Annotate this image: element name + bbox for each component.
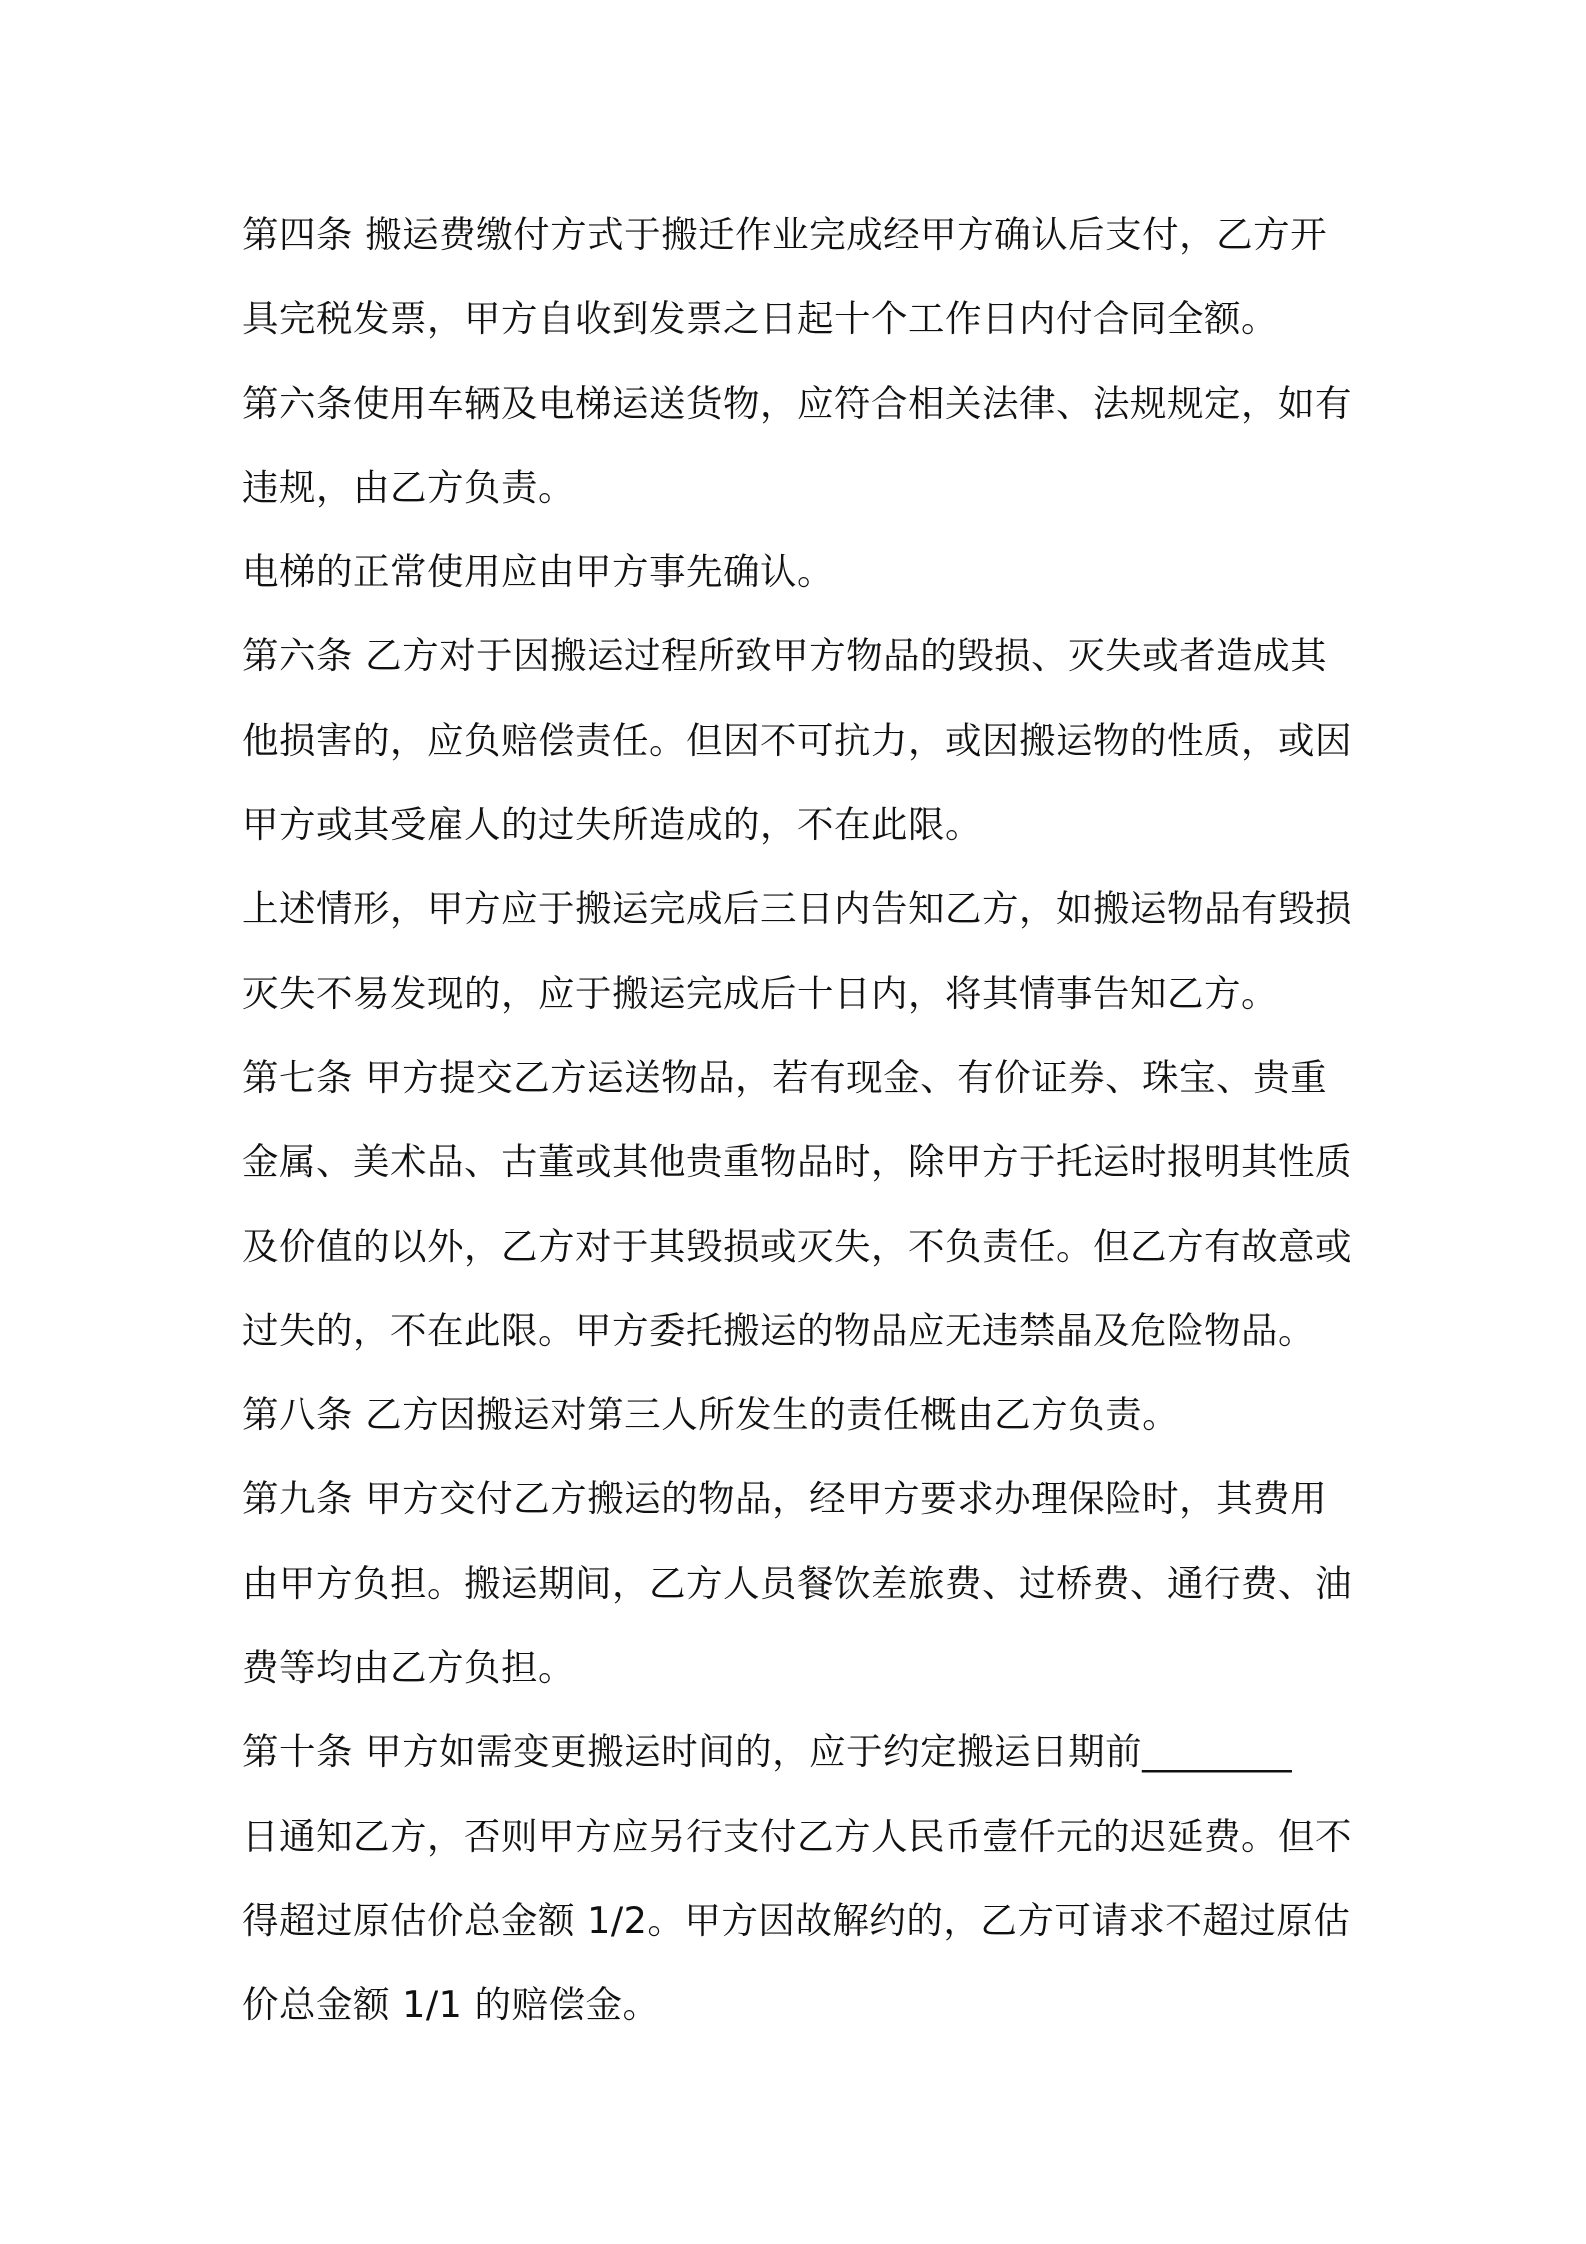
text-line: 第六条使用车辆及电梯运送货物，应符合相关法律、法规规定，如有 [242, 381, 1352, 425]
text-line: 第七条 甲方提交乙方运送物品，若有现金、有价证券、珠宝、贵重 [242, 1055, 1328, 1099]
text-line: 违规，由乙方负责。 [242, 465, 575, 509]
text-line: 他损害的，应负赔偿责任。但因不可抗力，或因搬运物的性质，或因 [242, 718, 1352, 762]
text-line: 第九条 甲方交付乙方搬运的物品，经甲方要求办理保险时，其费用 [242, 1477, 1328, 1521]
text-line: 第十条 甲方如需变更搬运时间的，应于约定搬运日期前________ [242, 1730, 1293, 1774]
text-line: 灭失不易发现的，应于搬运完成后十日内，将其情事告知乙方。 [242, 971, 1278, 1015]
text-line: 甲方或其受雇人的过失所造成的，不在此限。 [242, 803, 982, 847]
text-line: 第六条 乙方对于因搬运过程所致甲方物品的毁损、灭失或者造成其 [242, 634, 1328, 678]
text-line: 得超过原估价总金额 1/2。甲方因故解约的，乙方可请求不超过原估 [242, 1898, 1351, 1942]
contract-text-body [242, 193, 1362, 2048]
text-line: 及价值的以外，乙方对于其毁损或灭失，不负责任。但乙方有故意或 [242, 1224, 1352, 1268]
text-line: 价总金额 1/1 的赔偿金。 [242, 1983, 660, 2027]
text-line: 第四条 搬运费缴付方式于搬迁作业完成经甲方确认后支付，乙方开 [242, 213, 1328, 256]
text-line: 上述情形，甲方应于搬运完成后三日内告知乙方，如搬运物品有毁损 [242, 887, 1352, 931]
text-line: 由甲方负担。搬运期间，乙方人员餐饮差旅费、过桥费、通行费、油 [242, 1561, 1352, 1605]
text-line: 具完税发票，甲方自收到发票之日起十个工作日内付合同全额。 [242, 297, 1278, 341]
text-line: 日通知乙方，否则甲方应另行支付乙方人民币壹仟元的迟延费。但不 [242, 1814, 1352, 1858]
text-line: 金属、美术品、古董或其他贵重物品时，除甲方于托运时报明其性质 [242, 1140, 1352, 1184]
text-line: 过失的，不在此限。甲方委托搬运的物品应无违禁晶及危险物品。 [242, 1308, 1315, 1352]
text-line: 电梯的正常使用应由甲方事先确认。 [242, 550, 834, 594]
text-line: 费等均由乙方负担。 [242, 1646, 575, 1690]
text-line: 第八条 乙方因搬运对第三人所发生的责任概由乙方负责。 [242, 1393, 1180, 1437]
